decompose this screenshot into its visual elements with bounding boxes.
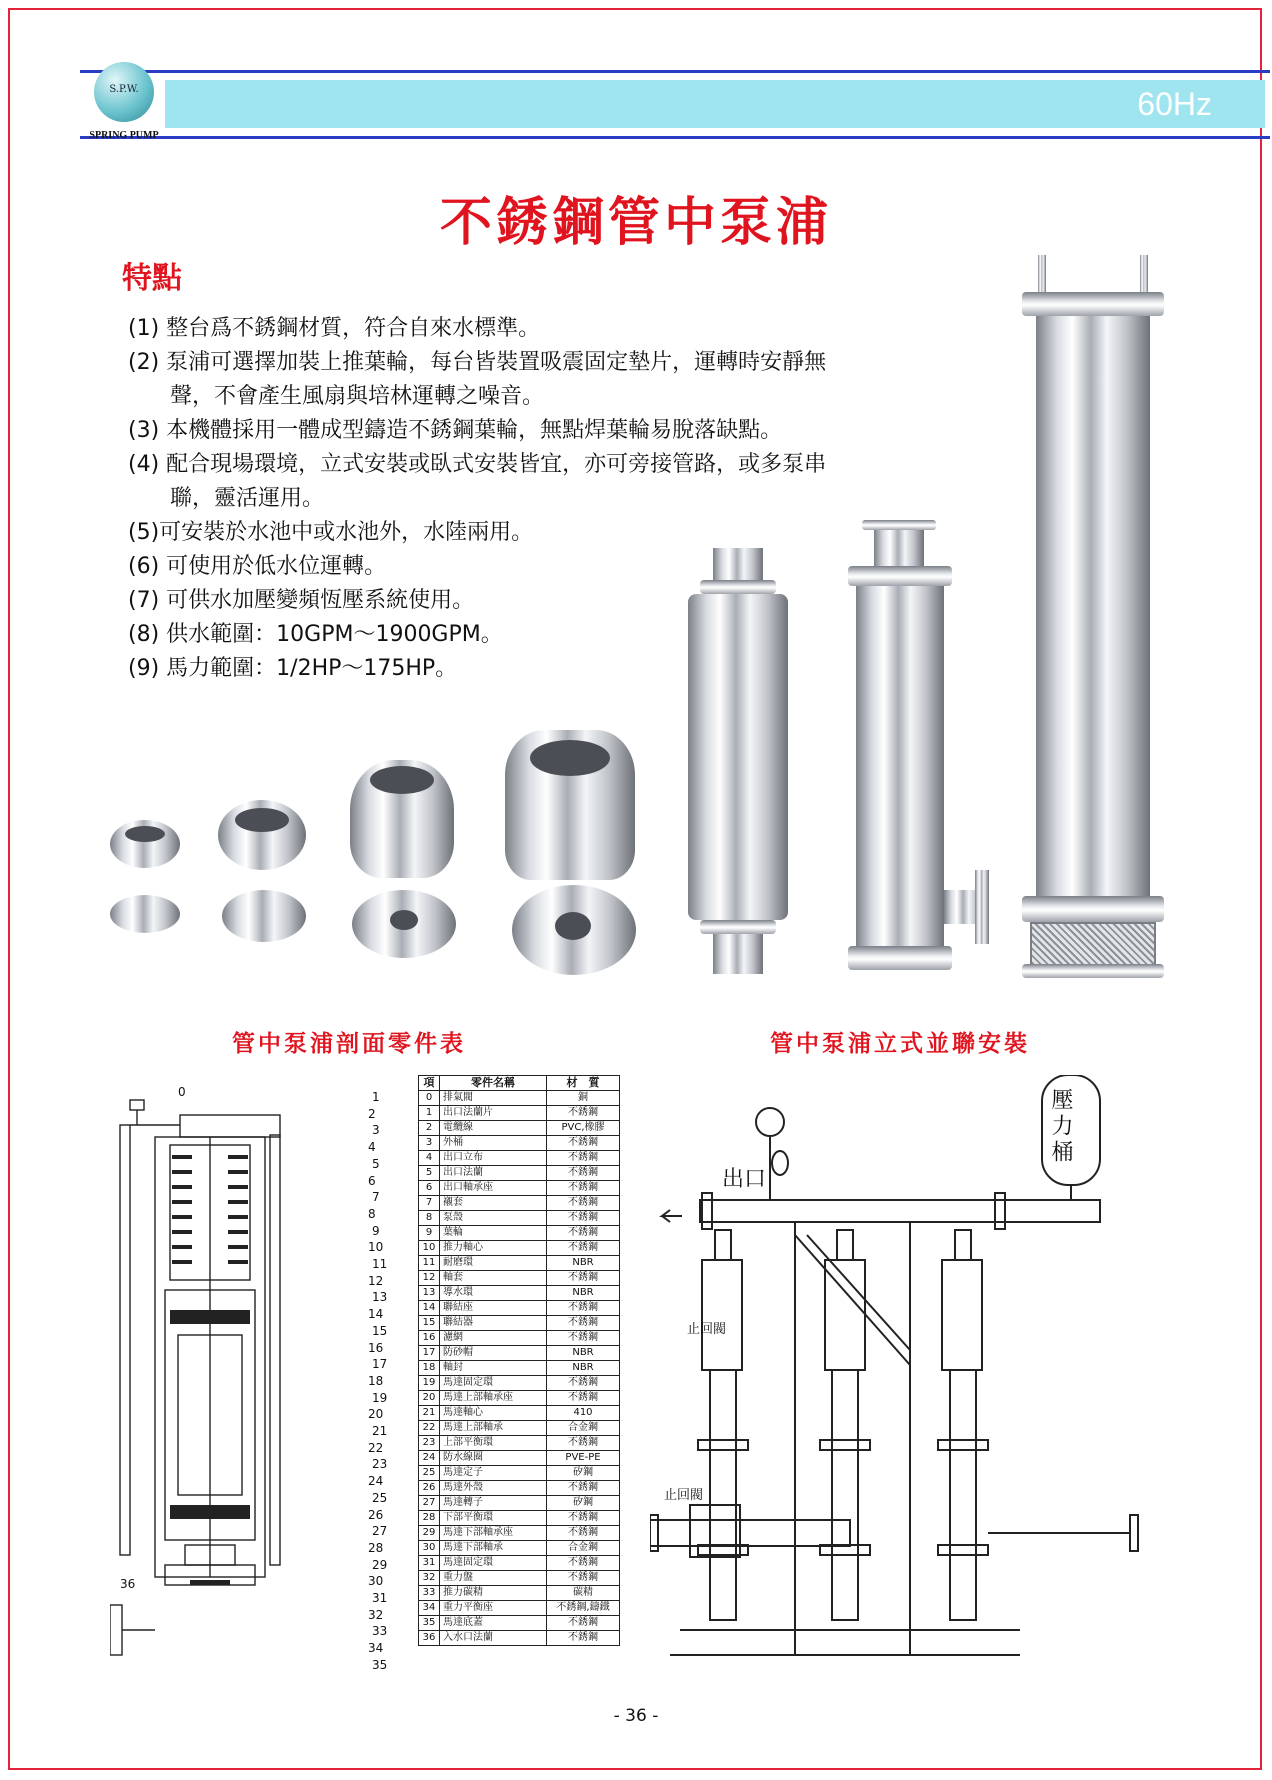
part-number: 21 bbox=[419, 1406, 440, 1421]
part-material: 銅 bbox=[547, 1091, 620, 1106]
pump-photo bbox=[700, 920, 776, 934]
impeller-photo bbox=[555, 912, 591, 940]
part-material: 不銹鋼 bbox=[547, 1166, 620, 1181]
callout-number: 13 bbox=[372, 1290, 388, 1305]
brand-name: SPRING PUMP bbox=[89, 130, 159, 141]
callout-number: 36 bbox=[120, 1577, 136, 1591]
table-row bbox=[419, 1541, 620, 1556]
callout-number: 5 bbox=[372, 1156, 380, 1171]
part-number: 33 bbox=[419, 1586, 440, 1601]
part-number: 6 bbox=[419, 1181, 440, 1196]
table-row bbox=[419, 1181, 620, 1196]
parts-table-header bbox=[419, 1076, 620, 1091]
callout-number: 30 bbox=[368, 1574, 384, 1589]
part-number: 17 bbox=[419, 1346, 440, 1361]
pump-photo bbox=[1036, 316, 1150, 896]
table-row bbox=[419, 1316, 620, 1331]
part-name: 耐磨環 bbox=[440, 1256, 547, 1271]
pump-photo bbox=[862, 520, 936, 530]
part-number: 1 bbox=[419, 1106, 440, 1121]
part-material: 410 bbox=[547, 1406, 620, 1421]
cross-section-diagram bbox=[110, 1085, 410, 1675]
table-row bbox=[419, 1301, 620, 1316]
check-valve-label: 止回閥 bbox=[664, 1488, 704, 1503]
part-material: 矽鋼 bbox=[547, 1466, 620, 1481]
part-material: 不銹鋼 bbox=[547, 1556, 620, 1571]
callout-number: 20 bbox=[368, 1407, 384, 1422]
feature-item: (1) 整台爲不銹鋼材質，符合自來水標準。 bbox=[128, 316, 541, 341]
install-section-title: 管中泵浦立式並聯安裝 bbox=[770, 1031, 1030, 1057]
callout-number: 18 bbox=[368, 1373, 384, 1388]
part-material: 不銹鋼 bbox=[547, 1571, 620, 1586]
pump-strainer bbox=[1030, 922, 1156, 966]
callout-number: 34 bbox=[368, 1641, 384, 1656]
callout-number: 24 bbox=[368, 1474, 384, 1489]
table-row bbox=[419, 1256, 620, 1271]
part-number: 22 bbox=[419, 1421, 440, 1436]
table-row bbox=[419, 1556, 620, 1571]
part-number: 24 bbox=[419, 1451, 440, 1466]
part-name: 出口法蘭片 bbox=[440, 1106, 547, 1121]
callout-number: 7 bbox=[372, 1190, 380, 1205]
header-band bbox=[165, 80, 1265, 128]
part-name: 重力平衡座 bbox=[440, 1601, 547, 1616]
column-header: 零件名稱 bbox=[440, 1076, 547, 1091]
part-number: 25 bbox=[419, 1466, 440, 1481]
part-number: 14 bbox=[419, 1301, 440, 1316]
part-number: 34 bbox=[419, 1601, 440, 1616]
table-row bbox=[419, 1331, 620, 1346]
feature-item: (3) 本機體採用一體成型鑄造不銹鋼葉輪，無點焊葉輪易脫落缺點。 bbox=[128, 418, 783, 443]
part-material: 不銹鋼 bbox=[547, 1631, 620, 1646]
part-material: 碳精 bbox=[547, 1586, 620, 1601]
table-row bbox=[419, 1481, 620, 1496]
pump-photo bbox=[1038, 255, 1046, 295]
table-row bbox=[419, 1196, 620, 1211]
pump-photo bbox=[848, 946, 952, 970]
part-number: 2 bbox=[419, 1121, 440, 1136]
pump-photo bbox=[713, 934, 763, 974]
part-number: 0 bbox=[419, 1091, 440, 1106]
part-name: 濾網 bbox=[440, 1331, 547, 1346]
part-number: 8 bbox=[419, 1211, 440, 1226]
table-row bbox=[419, 1286, 620, 1301]
callout-number: 0 bbox=[178, 1085, 186, 1099]
part-material: 不銹鋼 bbox=[547, 1616, 620, 1631]
parts-table-body bbox=[419, 1091, 620, 1646]
part-name: 馬達轉子 bbox=[440, 1496, 547, 1511]
callout-number: 6 bbox=[368, 1173, 376, 1188]
features-heading: 特點 bbox=[122, 261, 182, 296]
table-row bbox=[419, 1601, 620, 1616]
table-row bbox=[419, 1361, 620, 1376]
callout-number: 28 bbox=[368, 1540, 384, 1555]
table-row bbox=[419, 1436, 620, 1451]
callout-number: 9 bbox=[372, 1223, 380, 1238]
part-material: 不銹鋼 bbox=[547, 1181, 620, 1196]
part-material: 不銹鋼 bbox=[547, 1136, 620, 1151]
callout-number: 10 bbox=[368, 1240, 384, 1255]
part-name: 馬達上部軸承座 bbox=[440, 1391, 547, 1406]
pump-photo bbox=[1022, 292, 1164, 316]
feature-item: (7) 可供水加壓變頻恆壓系統使用。 bbox=[128, 588, 475, 613]
impeller-photo bbox=[110, 895, 180, 933]
table-row bbox=[419, 1421, 620, 1436]
part-number: 30 bbox=[419, 1541, 440, 1556]
part-number: 7 bbox=[419, 1196, 440, 1211]
part-name: 聯結器 bbox=[440, 1316, 547, 1331]
parts-section-title: 管中泵浦剖面零件表 bbox=[232, 1031, 466, 1057]
parts-table bbox=[418, 1075, 620, 1646]
part-name: 馬達固定環 bbox=[440, 1556, 547, 1571]
part-material: 不銹鋼 bbox=[547, 1151, 620, 1166]
part-number: 31 bbox=[419, 1556, 440, 1571]
outlet-label: 出口 bbox=[722, 1167, 767, 1192]
feature-item: 聯，靈活運用。 bbox=[170, 486, 325, 511]
part-material: PVC,橡膠 bbox=[547, 1121, 620, 1136]
part-name: 馬達下部軸承 bbox=[440, 1541, 547, 1556]
part-material: 不銹鋼 bbox=[547, 1316, 620, 1331]
feature-item: (8) 供水範圍：10GPM～1900GPM。 bbox=[128, 622, 503, 647]
part-material: 不銹鋼 bbox=[547, 1481, 620, 1496]
part-material: NBR bbox=[547, 1346, 620, 1361]
part-number: 11 bbox=[419, 1256, 440, 1271]
column-header: 項 bbox=[419, 1076, 440, 1091]
part-number: 23 bbox=[419, 1436, 440, 1451]
part-number: 35 bbox=[419, 1616, 440, 1631]
table-row bbox=[419, 1406, 620, 1421]
part-name: 電纜線 bbox=[440, 1121, 547, 1136]
part-number: 20 bbox=[419, 1391, 440, 1406]
part-material: 不銹鋼 bbox=[547, 1211, 620, 1226]
part-material: NBR bbox=[547, 1286, 620, 1301]
callout-number: 25 bbox=[372, 1490, 388, 1505]
callout-number: 33 bbox=[372, 1624, 388, 1639]
pressure-tank-label: 壓力桶 bbox=[1048, 1088, 1073, 1166]
frequency-label: 60Hz bbox=[1137, 86, 1212, 122]
part-name: 出口法蘭 bbox=[440, 1166, 547, 1181]
part-name: 馬達軸心 bbox=[440, 1406, 547, 1421]
table-row bbox=[419, 1391, 620, 1406]
table-row bbox=[419, 1466, 620, 1481]
part-material: 不銹鋼 bbox=[547, 1331, 620, 1346]
part-name: 防砂帽 bbox=[440, 1346, 547, 1361]
company-logo bbox=[80, 62, 168, 146]
part-number: 28 bbox=[419, 1511, 440, 1526]
part-material: 不銹鋼 bbox=[547, 1271, 620, 1286]
header-rule-bottom bbox=[80, 136, 1270, 139]
callout-number: 17 bbox=[372, 1357, 388, 1372]
part-name: 導水環 bbox=[440, 1286, 547, 1301]
part-material: 不銹鋼,鑄鐵 bbox=[547, 1601, 620, 1616]
callout-number: 14 bbox=[368, 1307, 384, 1322]
part-name: 軸封 bbox=[440, 1361, 547, 1376]
part-name: 防水線圈 bbox=[440, 1451, 547, 1466]
feature-item: (4) 配合現場環境，立式安裝或臥式安裝皆宜，亦可旁接管路，或多泵串 bbox=[128, 452, 827, 477]
table-row bbox=[419, 1226, 620, 1241]
table-row bbox=[419, 1526, 620, 1541]
table-row bbox=[419, 1151, 620, 1166]
pump-photo bbox=[1022, 964, 1164, 978]
impeller-photo bbox=[530, 740, 610, 776]
table-row bbox=[419, 1376, 620, 1391]
part-material: 不銹鋼 bbox=[547, 1436, 620, 1451]
part-name: 襯套 bbox=[440, 1196, 547, 1211]
part-material: 不銹鋼 bbox=[547, 1241, 620, 1256]
callout-number: 32 bbox=[368, 1607, 384, 1622]
table-row bbox=[419, 1451, 620, 1466]
feature-item: 聲，不會產生風扇與培林運轉之噪音。 bbox=[170, 384, 545, 409]
part-material: 不銹鋼 bbox=[547, 1301, 620, 1316]
part-material: PVE-PE bbox=[547, 1451, 620, 1466]
callout-number: 8 bbox=[368, 1206, 376, 1221]
part-material: 不銹鋼 bbox=[547, 1196, 620, 1211]
pump-photo bbox=[856, 586, 944, 946]
callout-number: 19 bbox=[372, 1390, 388, 1405]
callout-number: 27 bbox=[372, 1524, 388, 1539]
feature-item: (5)可安裝於水池中或水池外，水陸兩用。 bbox=[128, 520, 534, 545]
pump-photo bbox=[700, 580, 776, 594]
impeller-photo bbox=[222, 890, 306, 942]
callout-number: 35 bbox=[372, 1657, 388, 1672]
table-row bbox=[419, 1271, 620, 1286]
feature-item: (6) 可使用於低水位運轉。 bbox=[128, 554, 387, 579]
callout-number: 1 bbox=[372, 1090, 380, 1104]
part-name: 排氣閥 bbox=[440, 1091, 547, 1106]
part-name: 泵殼 bbox=[440, 1211, 547, 1226]
part-number: 10 bbox=[419, 1241, 440, 1256]
feature-item: (9) 馬力範圍：1/2HP～175HP。 bbox=[128, 656, 458, 681]
part-name: 下部平衡環 bbox=[440, 1511, 547, 1526]
pump-photo bbox=[975, 870, 989, 944]
callout-number: 15 bbox=[372, 1323, 388, 1338]
part-material: 不銹鋼 bbox=[547, 1226, 620, 1241]
part-number: 4 bbox=[419, 1151, 440, 1166]
part-name: 外桶 bbox=[440, 1136, 547, 1151]
callout-number: 23 bbox=[372, 1457, 388, 1472]
part-name: 重力盤 bbox=[440, 1571, 547, 1586]
table-row bbox=[419, 1091, 620, 1106]
part-name: 軸套 bbox=[440, 1271, 547, 1286]
part-number: 5 bbox=[419, 1166, 440, 1181]
table-row bbox=[419, 1631, 620, 1646]
page-title: 不銹鋼管中泵浦 bbox=[439, 193, 832, 253]
pump-photo bbox=[1022, 896, 1164, 922]
callout-number: 26 bbox=[368, 1507, 384, 1522]
impeller-photo bbox=[125, 826, 165, 842]
part-material: 合金鋼 bbox=[547, 1421, 620, 1436]
callout-number: 29 bbox=[372, 1557, 388, 1572]
table-row bbox=[419, 1616, 620, 1631]
callout-number: 3 bbox=[372, 1123, 380, 1138]
callout-number: 21 bbox=[372, 1424, 388, 1438]
check-valve-label: 止回閥 bbox=[687, 1322, 727, 1337]
callout-number: 22 bbox=[368, 1440, 384, 1455]
part-material: 合金鋼 bbox=[547, 1541, 620, 1556]
part-name: 馬達下部軸承座 bbox=[440, 1526, 547, 1541]
callout-number: 31 bbox=[372, 1591, 388, 1605]
table-row bbox=[419, 1121, 620, 1136]
part-material: 不銹鋼 bbox=[547, 1526, 620, 1541]
part-material: 不銹鋼 bbox=[547, 1106, 620, 1121]
callout-number: 11 bbox=[372, 1257, 388, 1271]
part-name: 葉輪 bbox=[440, 1226, 547, 1241]
part-material: NBR bbox=[547, 1256, 620, 1271]
table-row bbox=[419, 1106, 620, 1121]
callout-number: 2 bbox=[368, 1106, 376, 1121]
impeller-photo bbox=[370, 766, 434, 794]
page-number: - 36 - bbox=[613, 1706, 659, 1726]
part-name: 馬達上部軸承 bbox=[440, 1421, 547, 1436]
column-header: 材 質 bbox=[547, 1076, 620, 1091]
feature-item: (2) 泵浦可選擇加裝上推葉輪，每台皆裝置吸震固定墊片，運轉時安靜無 bbox=[128, 350, 827, 375]
part-material: 不銹鋼 bbox=[547, 1511, 620, 1526]
part-name: 馬達固定環 bbox=[440, 1376, 547, 1391]
callout-number: 12 bbox=[368, 1273, 384, 1288]
part-name: 推力軸心 bbox=[440, 1241, 547, 1256]
part-number: 16 bbox=[419, 1331, 440, 1346]
part-number: 9 bbox=[419, 1226, 440, 1241]
part-number: 26 bbox=[419, 1481, 440, 1496]
table-row bbox=[419, 1211, 620, 1226]
part-number: 29 bbox=[419, 1526, 440, 1541]
table-row bbox=[419, 1166, 620, 1181]
impeller-photo bbox=[390, 910, 418, 930]
part-number: 3 bbox=[419, 1136, 440, 1151]
table-row bbox=[419, 1346, 620, 1361]
table-row bbox=[419, 1136, 620, 1151]
table-row bbox=[419, 1571, 620, 1586]
part-name: 馬達定子 bbox=[440, 1466, 547, 1481]
part-number: 19 bbox=[419, 1376, 440, 1391]
part-number: 18 bbox=[419, 1361, 440, 1376]
part-name: 馬達外殼 bbox=[440, 1481, 547, 1496]
pump-photo bbox=[1140, 255, 1148, 295]
pump-photo bbox=[848, 566, 952, 586]
table-row bbox=[419, 1241, 620, 1256]
part-number: 13 bbox=[419, 1286, 440, 1301]
callout-number: 16 bbox=[368, 1340, 384, 1355]
part-number: 32 bbox=[419, 1571, 440, 1586]
part-number: 12 bbox=[419, 1271, 440, 1286]
part-name: 出口立布 bbox=[440, 1151, 547, 1166]
pump-photo bbox=[688, 594, 788, 920]
callout-number: 4 bbox=[368, 1140, 376, 1155]
part-name: 推力碳精 bbox=[440, 1586, 547, 1601]
part-name: 上部平衡環 bbox=[440, 1436, 547, 1451]
table-row bbox=[419, 1511, 620, 1526]
table-row bbox=[419, 1586, 620, 1601]
logo-text: S.P.W. bbox=[109, 84, 139, 95]
part-name: 出口軸承座 bbox=[440, 1181, 547, 1196]
header-rule-top bbox=[80, 70, 1270, 73]
part-material: 不銹鋼 bbox=[547, 1376, 620, 1391]
part-material: 矽鋼 bbox=[547, 1496, 620, 1511]
part-number: 15 bbox=[419, 1316, 440, 1331]
part-name: 入水口法蘭 bbox=[440, 1631, 547, 1646]
table-row bbox=[419, 1496, 620, 1511]
part-number: 36 bbox=[419, 1631, 440, 1646]
part-number: 27 bbox=[419, 1496, 440, 1511]
part-name: 聯結座 bbox=[440, 1301, 547, 1316]
part-material: 不銹鋼 bbox=[547, 1391, 620, 1406]
part-material: NBR bbox=[547, 1361, 620, 1376]
part-name: 馬達底蓋 bbox=[440, 1616, 547, 1631]
impeller-photo bbox=[235, 808, 289, 832]
